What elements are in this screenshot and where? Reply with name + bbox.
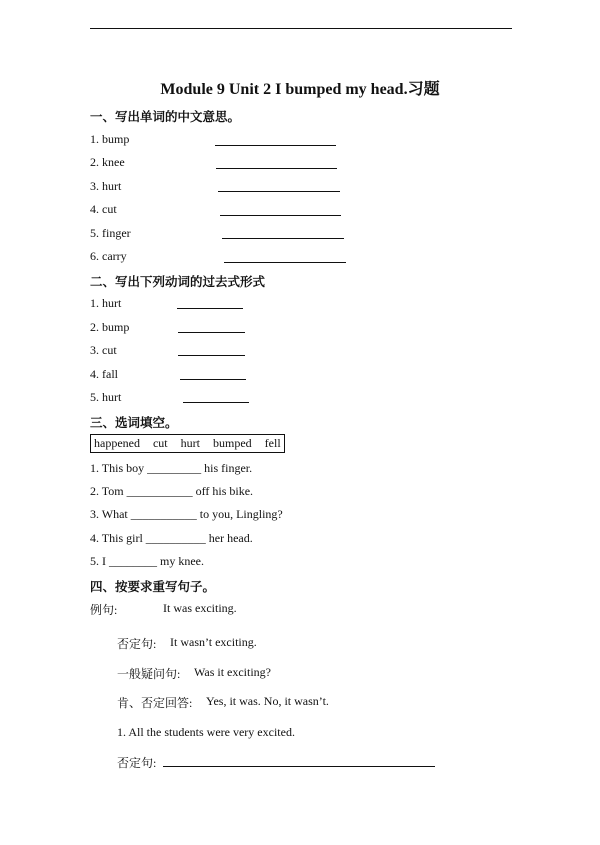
answer-blank[interactable] bbox=[178, 332, 245, 333]
section4-item-1: 1. All the students were very excited. bbox=[117, 725, 295, 739]
answer-blank[interactable] bbox=[222, 238, 344, 239]
section3-item-5: 5. I ________ my knee. bbox=[90, 554, 204, 568]
negative-sentence: It wasn’t exciting. bbox=[170, 635, 257, 649]
section4-heading: 四、按要求重写句子。 bbox=[90, 580, 216, 594]
section1-item-6: 6. carry bbox=[90, 249, 127, 263]
answer-blank[interactable] bbox=[218, 191, 340, 192]
answer-label: 肯、否定回答: bbox=[117, 696, 193, 710]
header-rule bbox=[90, 28, 512, 29]
answer-blank[interactable] bbox=[163, 766, 435, 767]
item1-negative-label: 否定句: bbox=[117, 756, 157, 770]
answer-sentence: Yes, it was. No, it wasn’t. bbox=[206, 694, 329, 708]
section2-heading: 二、写出下列动词的过去式形式 bbox=[90, 275, 266, 289]
example-label: 例句: bbox=[90, 603, 118, 617]
word-bank-item: cut bbox=[152, 436, 168, 450]
section3-item-1: 1. This boy _________ his finger. bbox=[90, 461, 253, 475]
section3-item-2: 2. Tom ___________ off his bike. bbox=[90, 484, 254, 498]
section3-item-3: 3. What ___________ to you, Lingling? bbox=[90, 507, 283, 521]
section2-item-1: 1. hurt bbox=[90, 296, 122, 310]
answer-blank[interactable] bbox=[224, 262, 346, 263]
word-bank-item: happened bbox=[94, 436, 140, 450]
section2-item-2: 2. bump bbox=[90, 320, 130, 334]
answer-blank[interactable] bbox=[183, 402, 249, 403]
answer-blank[interactable] bbox=[177, 308, 243, 309]
word-bank-item: hurt bbox=[180, 436, 200, 450]
section1-item-5: 5. finger bbox=[90, 226, 131, 240]
section1-item-1: 1. bump bbox=[90, 132, 130, 146]
question-label: 一般疑问句: bbox=[117, 667, 181, 681]
section1-item-4: 4. cut bbox=[90, 202, 117, 216]
section1-item-3: 3. hurt bbox=[90, 179, 122, 193]
page-title: Module 9 Unit 2 I bumped my head.习题 bbox=[160, 81, 440, 98]
section2-item-5: 5. hurt bbox=[90, 390, 122, 404]
word-bank-box bbox=[90, 434, 285, 453]
example-sentence: It was exciting. bbox=[163, 601, 237, 615]
section3-item-4: 4. This girl __________ her head. bbox=[90, 531, 253, 545]
answer-blank[interactable] bbox=[216, 168, 337, 169]
answer-blank[interactable] bbox=[220, 215, 341, 216]
section1-item-2: 2. knee bbox=[90, 155, 125, 169]
negative-label: 否定句: bbox=[117, 637, 157, 651]
answer-blank[interactable] bbox=[180, 379, 246, 380]
section1-heading: 一、写出单词的中文意思。 bbox=[90, 110, 241, 124]
word-bank-item: fell bbox=[264, 436, 281, 450]
section2-item-4: 4. fall bbox=[90, 367, 118, 381]
section2-item-3: 3. cut bbox=[90, 343, 117, 357]
answer-blank[interactable] bbox=[178, 355, 245, 356]
word-bank-item: bumped bbox=[213, 436, 252, 450]
question-sentence: Was it exciting? bbox=[194, 665, 272, 679]
section3-heading: 三、选词填空。 bbox=[90, 416, 178, 430]
answer-blank[interactable] bbox=[215, 145, 336, 146]
